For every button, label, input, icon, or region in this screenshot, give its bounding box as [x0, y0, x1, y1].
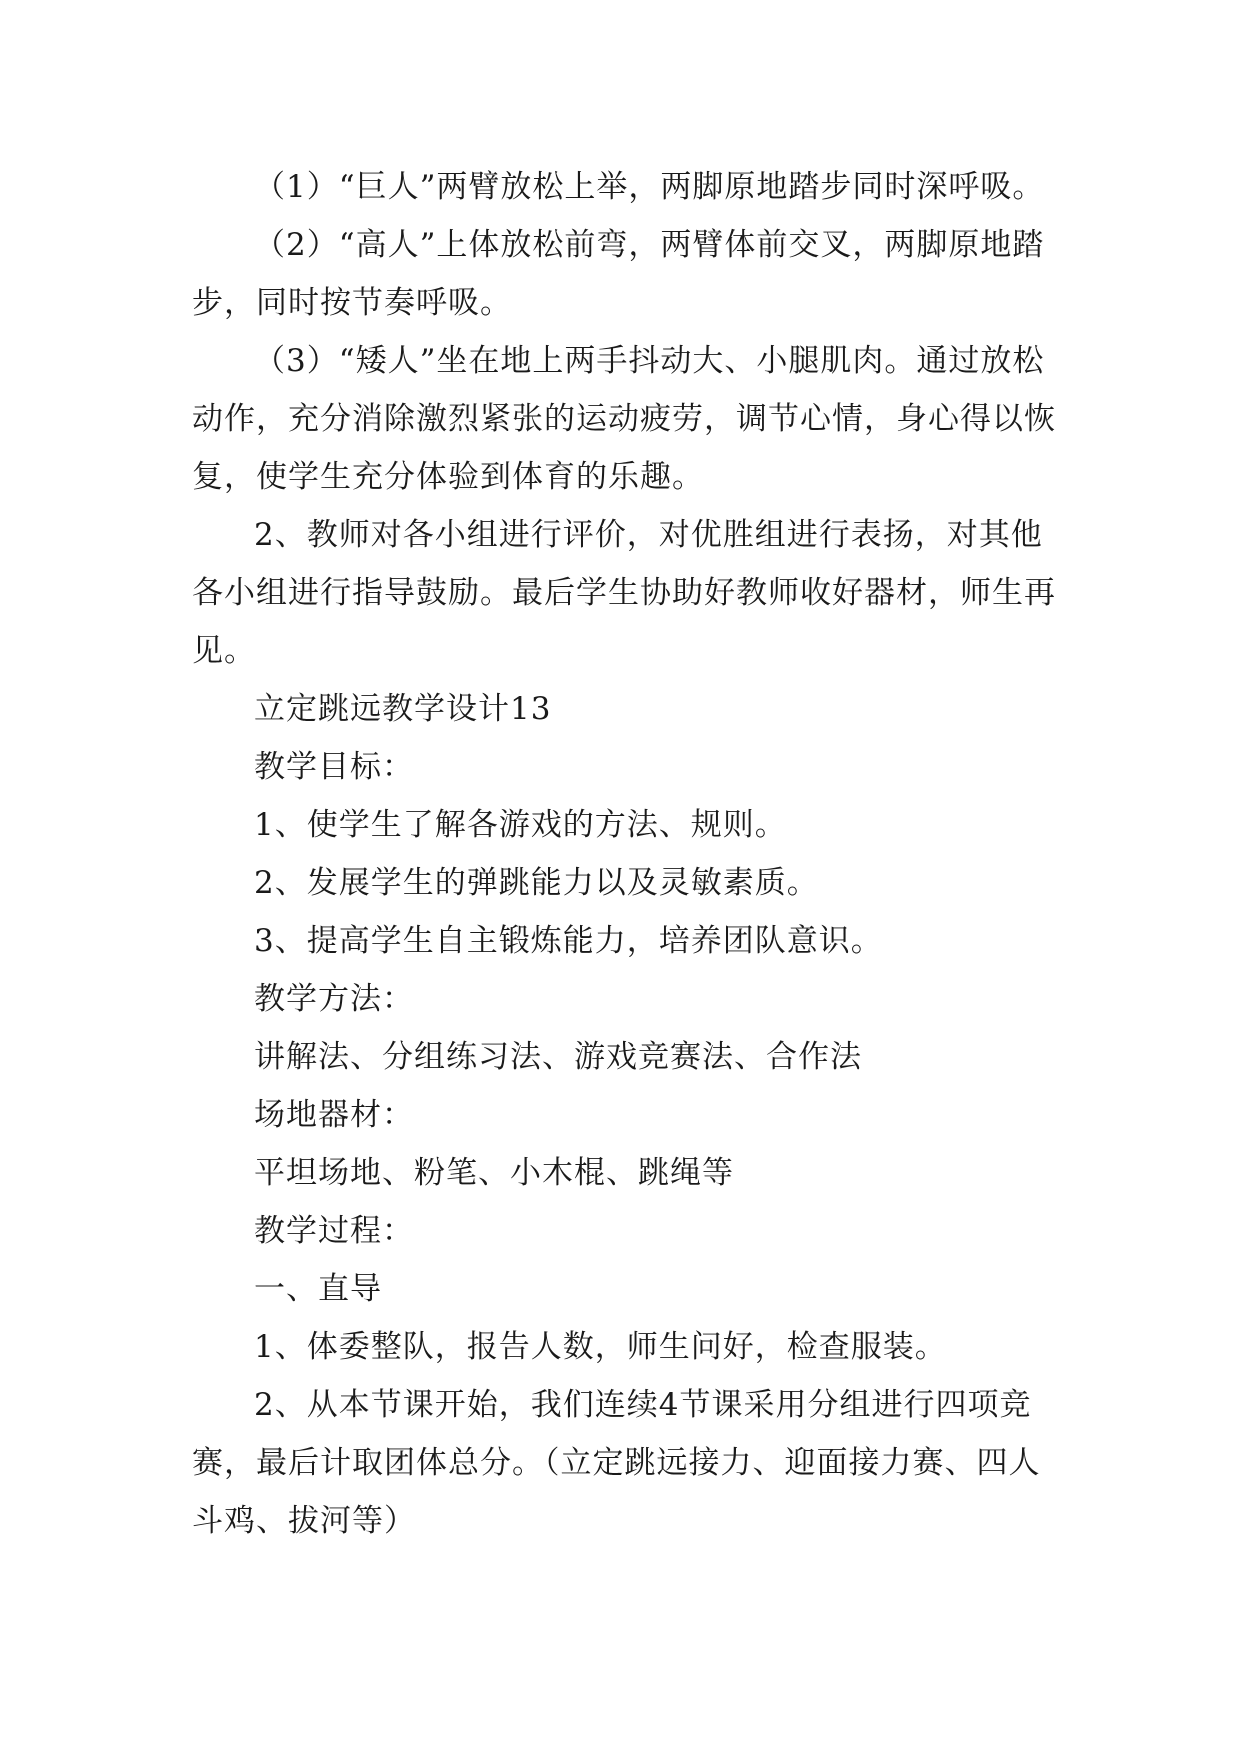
goal-item-1: 1、使学生了解各游戏的方法、规则。: [254, 807, 787, 843]
heading-venue-equipment: 场地器材：: [254, 1097, 414, 1133]
paragraph-tall-relax: （2）“高人”上体放松前弯，两臂体前交叉，两脚原地踏步，同时按节奏呼吸。: [192, 227, 1045, 321]
heading-teaching-process: 教学过程：: [254, 1213, 414, 1249]
goal-item-2: 2、发展学生的弹跳能力以及灵敏素质。: [254, 865, 819, 901]
paragraph-teacher-evaluation: 2、教师对各小组进行评价，对优胜组进行表扬，对其他各小组进行指导鼓励。最后学生协助好教师收好器材，师生再见。: [192, 517, 1056, 669]
heading-teaching-goals: 教学目标：: [254, 749, 414, 785]
process-item-2: 2、从本节课开始，我们连续4节课采用分组进行四项竞赛，最后计取团体总分。（立定跳远接力、迎面接力赛、四人斗鸡、拔河等）: [192, 1387, 1041, 1539]
venue-equipment-text: 平坦场地、粉笔、小木棍、跳绳等: [254, 1155, 734, 1191]
paragraph-short-relax: （3）“矮人”坐在地上两手抖动大、小腿肌肉。通过放松动作，充分消除激烈紧张的运动疲劳，调节心情，身心得以恢复，使学生充分体验到体育的乐趣。: [192, 343, 1056, 495]
paragraph-giant-relax: （1）“巨人”两臂放松上举，两脚原地踏步同时深呼吸。: [254, 169, 1045, 205]
process-item-1: 1、体委整队，报告人数，师生问好，检查服装。: [254, 1329, 947, 1365]
heading-direct-introduction: 一、直导: [254, 1271, 382, 1307]
document-body: [192, 158, 1060, 1550]
heading-teaching-methods: 教学方法：: [254, 981, 414, 1017]
teaching-methods-text: 讲解法、分组练习法、游戏竞赛法、合作法: [254, 1039, 862, 1075]
section-title: 立定跳远教学设计13: [254, 691, 552, 727]
goal-item-3: 3、提高学生自主锻炼能力，培养团队意识。: [254, 923, 883, 959]
